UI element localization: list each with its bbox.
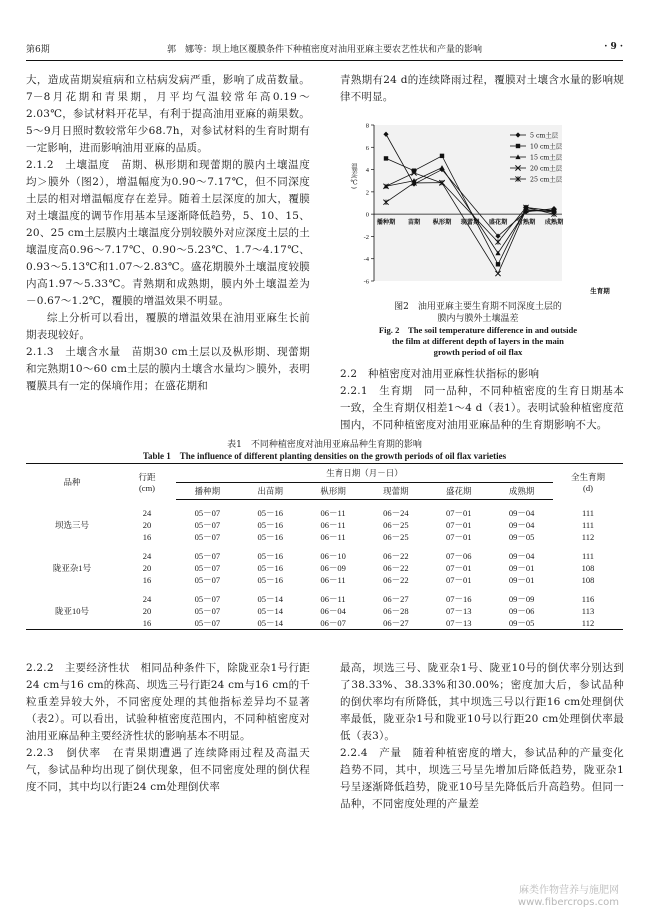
table-spacer-row xyxy=(26,500,623,508)
table-row xyxy=(26,562,623,574)
issue-number: 第6期 xyxy=(26,45,50,55)
cell-total: 112 xyxy=(581,532,595,542)
cell-variety xyxy=(26,574,118,586)
cell-spacing: 20 xyxy=(142,563,152,573)
table-row xyxy=(26,574,623,586)
cell-date: 05－07 xyxy=(194,508,221,518)
cell-total: 111 xyxy=(581,508,595,518)
legend-label: 15 cm土层 xyxy=(530,154,563,162)
cell-date: 07－01 xyxy=(445,508,472,518)
figure-caption-cn-line2: 膜内与膜外土壤温差 xyxy=(437,314,519,324)
cell-variety xyxy=(26,531,118,543)
paragraph: 2.1.3 土壤含水量 苗期30 cm土层以及枞形期、现蕾期和完熟期10～60 cm土层的膜内土壤含水量均＞膜外，表明覆膜具有一定的保墒作用；在盛花期和 xyxy=(26,346,310,392)
cell-variety: 陇亚杂1号 xyxy=(52,563,92,573)
cell-total: 108 xyxy=(581,563,595,573)
th-stage: 盛花期 xyxy=(427,483,490,500)
cell-spacing: 24 xyxy=(142,551,152,561)
table-spacer-cell xyxy=(26,543,623,550)
cell-date: 05－14 xyxy=(257,594,283,604)
legend-label: 20 cm土层 xyxy=(530,165,563,173)
y-tick-label: 8 xyxy=(365,122,369,130)
cell-date: 05－07 xyxy=(194,520,221,530)
cell-date: 06－11 xyxy=(320,594,346,604)
cell-spacing: 16 xyxy=(142,532,152,542)
cell-total: 111 xyxy=(581,551,595,561)
cell-variety xyxy=(26,550,118,562)
paragraph: 2.2.2 主要经济性状 相同品种条件下，除陇亚杂1号行距24 cm与16 cm的株高、坝选三号行距24 cm与16 cm的千粒重差异较大外，不同密度处理的其他指标差异均不显著（表2）。可以看出，试验种植密度范围内，不同种植密度对油用亚麻品种主要经济性状的影响基本不明显。 xyxy=(26,662,310,742)
legend-marker xyxy=(516,144,520,148)
y-tick-label: 0 xyxy=(365,211,369,219)
table-row xyxy=(26,519,623,531)
cell-date: 05－16 xyxy=(257,508,283,518)
cell-date: 05－07 xyxy=(194,563,221,573)
header-rule xyxy=(26,60,623,61)
cell-total: 111 xyxy=(581,520,595,530)
cell-date: 06－04 xyxy=(320,606,346,616)
paragraph: 2.2.3 倒伏率 在青果期遭遇了连续降雨过程及高温天气，参试品种均出现了倒伏现象，但不同密度处理的倒伏程度不同，其中均以行距24 cm处理倒伏率 xyxy=(26,747,310,793)
cell-date: 06－22 xyxy=(383,563,409,573)
th-row-spacing-l2: (cm) xyxy=(138,482,156,493)
th-total-days xyxy=(553,464,623,500)
cell-date: 06－11 xyxy=(320,508,346,518)
x-axis-label: 生育期 xyxy=(590,287,610,295)
figure-2-chart xyxy=(340,117,616,297)
paragraph: 综上分析可以看出，覆膜的增温效果在油用亚麻生长前期表现较好。 xyxy=(26,312,310,341)
cell-spacing: 20 xyxy=(142,606,152,616)
legend-label: 25 cm土层 xyxy=(530,176,563,184)
cell-date: 05－16 xyxy=(257,520,283,530)
cell-date: 06－24 xyxy=(383,508,409,518)
cell-date: 06－28 xyxy=(383,606,409,616)
table-row xyxy=(26,507,623,519)
cell-date: 09－04 xyxy=(508,551,535,561)
legend-label: 5 cm土层 xyxy=(530,132,559,140)
data-point xyxy=(496,262,500,266)
cell-total: 116 xyxy=(581,594,595,604)
th-stage: 出苗期 xyxy=(239,483,302,500)
cell-date: 05－16 xyxy=(257,551,283,561)
figure-caption-en-line2: the film at different depth of layers in the main xyxy=(392,336,564,346)
cell-date: 05－16 xyxy=(257,563,283,573)
th-row-spacing xyxy=(118,464,176,500)
cell-spacing: 16 xyxy=(142,575,152,585)
cell-date: 06－10 xyxy=(320,551,346,561)
cell-spacing: 24 xyxy=(142,594,152,604)
y-tick-label: 4 xyxy=(365,167,369,175)
left-column xyxy=(26,72,310,395)
cell-date: 06－09 xyxy=(320,563,346,573)
th-growth-date-group: 生育日期（月－日） xyxy=(176,464,553,483)
y-tick-label: 6 xyxy=(365,144,369,152)
cell-total: 112 xyxy=(553,617,623,630)
cell-date: 06－07 xyxy=(302,617,365,630)
cell-total: 113 xyxy=(581,606,595,616)
table-row xyxy=(26,617,623,630)
paragraph: 2.1.2 土壤温度 苗期、枞形期和现蕾期的膜内土壤温度均＞膜外（图2），增温幅度为0.90～7.17℃，但不同深度土层的相对增温幅度存在差异。随着土层深度的加大，覆膜对土壤温度的调节作用基本呈逐渐降低趋势，5、10、15、20、25 cm土层膜内土壤温度分别较膜外对应深度土层的土壤温度高0.96～7.17℃、0.90～5.23℃、1.7～4.17℃、0.93～5.13℃和1.07～2.83℃。盛花期膜外土壤温度较膜内高1.97～5.33℃。青熟期和成熟期，膜内外土壤温差为－0.67～1.2℃，覆膜的增温效果不明显。 xyxy=(26,159,310,307)
cell-date: 07－13 xyxy=(445,606,472,616)
table-caption-en: Table 1 The influence of different planting densities on the growth periods of oil flax varieties xyxy=(142,451,507,461)
x-tick-label: 播种期 xyxy=(376,219,396,227)
cell-date: 05－07 xyxy=(176,617,239,630)
table-spacer-cell xyxy=(26,500,623,508)
cell-date: 05－16 xyxy=(257,575,283,585)
table-row xyxy=(26,531,623,543)
cell-variety xyxy=(26,507,118,519)
cell-date: 06－11 xyxy=(320,532,346,542)
x-tick-label: 青熟期 xyxy=(516,219,536,227)
y-tick-label: -6 xyxy=(363,278,369,286)
cell-date: 09－05 xyxy=(490,617,553,630)
figure-caption-en-line1: Fig. 2 The soil temperature difference in and outside xyxy=(378,325,578,335)
cell-date: 05－14 xyxy=(257,606,283,616)
table-spacer-cell xyxy=(26,586,623,593)
table-row xyxy=(26,593,623,605)
figure-caption-cn-line1: 图2 油用亚麻主要生育期不同深度土层的 xyxy=(394,302,562,312)
cell-date: 09－04 xyxy=(508,520,535,530)
y-tick-label: -4 xyxy=(363,256,369,264)
cell-date: 06－11 xyxy=(320,520,346,530)
table-1 xyxy=(26,463,623,630)
paragraph: 大，造成苗期炭疽病和立枯病发病严重，影响了成苗数量。7－8月花期和青果期，月平均气温较常年高0.19～2.03℃，参试材料开花早，有利于提高油用亚麻的蒴果数。5～9月日照时数较常年少68.7h，对参试材料的生育时期有一定影响，进而影响油用亚麻的品质。 xyxy=(26,74,310,154)
th-variety: 品种 xyxy=(26,464,118,500)
watermark xyxy=(518,885,619,909)
cell-date: 06－25 xyxy=(383,520,409,530)
cell-date: 09－01 xyxy=(508,575,535,585)
paragraph: 青熟期有24 d的连续降雨过程，覆膜对土壤含水量的影响规律不明显。 xyxy=(340,74,624,103)
right-column-top xyxy=(340,72,624,106)
cell-date: 05－16 xyxy=(257,532,283,542)
cell-date: 06－25 xyxy=(383,532,409,542)
th-stage: 播种期 xyxy=(176,483,239,500)
cell-date: 07－01 xyxy=(445,532,472,542)
cell-date: 09－09 xyxy=(508,594,535,604)
legend-label: 10 cm土层 xyxy=(530,143,563,151)
watermark-line1: 麻类作物营养与施肥网 xyxy=(519,885,619,896)
cell-date: 06－27 xyxy=(364,617,427,630)
cell-spacing: 24 xyxy=(142,508,152,518)
paragraph: 最高，坝选三号、陇亚杂1号、陇亚10号的倒伏率分别达到了38.33%、38.33%和30.00%；密度加大后，参试品种的倒伏率均有所降低，其中坝选三号以行距16 cm处理倒伏率最低，陇亚杂1号和陇亚10号以行距20 cm处理倒伏率最低（表3）。 xyxy=(340,662,624,742)
x-tick-label: 枞形期 xyxy=(432,219,452,227)
data-point xyxy=(440,154,444,158)
cell-date: 09－04 xyxy=(508,508,535,518)
cell-date: 06－22 xyxy=(383,551,409,561)
cell-date: 09－05 xyxy=(508,532,535,542)
th-total-days-l1: 全生育期 xyxy=(570,471,605,482)
cell-date: 06－22 xyxy=(383,575,409,585)
figure-caption-en xyxy=(340,325,616,358)
paragraph: 2.2.4 产量 随着种植密度的增大，参试品种的产量变化趋势不同，其中，坝选三号呈先增加后降低趋势，陇亚杂1号呈逐渐降低趋势，陇亚10号呈先降低后升高趋势。但同一品种，不同密度处理的产量差 xyxy=(340,747,624,810)
x-tick-label: 成熟期 xyxy=(544,219,564,227)
cell-date: 05－07 xyxy=(194,606,221,616)
th-stage: 现蕾期 xyxy=(364,483,427,500)
right-column-mid xyxy=(340,366,624,434)
y-tick-label: 2 xyxy=(365,189,369,197)
cell-date: 06－27 xyxy=(383,594,409,604)
cell-date: 07－06 xyxy=(445,551,472,561)
running-title: 郭 娜等：坝上地区覆膜条件下种植密度对油用亚麻主要农艺性状和产量的影响 xyxy=(166,45,482,55)
cell-date: 05－07 xyxy=(194,594,221,604)
cell-variety: 坝选三号 xyxy=(54,520,89,530)
figure-caption-en-line3: growth period of oil flax xyxy=(433,347,523,357)
bottom-right-column xyxy=(340,660,624,813)
x-tick-label: 苗期 xyxy=(407,219,421,227)
cell-date: 05－14 xyxy=(239,617,302,630)
x-tick-label: 现蕾期 xyxy=(460,219,480,227)
th-row-spacing-l1: 行距 xyxy=(138,471,156,482)
table-spacer-row xyxy=(26,543,623,550)
running-header xyxy=(26,42,623,58)
data-point xyxy=(384,156,388,160)
cell-variety xyxy=(26,593,118,605)
table-row xyxy=(26,550,623,562)
cell-date: 07－01 xyxy=(445,520,472,530)
cell-spacing: 16 xyxy=(118,617,176,630)
cell-variety xyxy=(26,617,118,630)
figure-caption-cn xyxy=(340,301,616,325)
table-spacer-row xyxy=(26,586,623,593)
page-number: · 9 · xyxy=(604,42,623,52)
cell-date: 07－01 xyxy=(445,575,472,585)
cell-date: 05－07 xyxy=(194,575,221,585)
cell-date: 05－07 xyxy=(194,551,221,561)
table-caption-cn: 表1 不同种植密度对油用亚麻品种生育期的影响 xyxy=(227,440,422,450)
th-total-days-l2: (d) xyxy=(583,482,593,493)
th-stage: 枞形期 xyxy=(302,483,365,500)
watermark-line2: www.fibercrops.com xyxy=(517,897,619,908)
bottom-left-column xyxy=(26,660,310,796)
cell-date: 09－01 xyxy=(508,563,535,573)
cell-date: 09－06 xyxy=(508,606,535,616)
cell-variety: 陇亚10号 xyxy=(54,606,89,616)
paragraph: 2.2 种植密度对油用亚麻性状指标的影响 xyxy=(340,368,540,380)
cell-date: 06－11 xyxy=(320,575,346,585)
th-stage: 成熟期 xyxy=(490,483,553,500)
cell-date: 05－07 xyxy=(194,532,221,542)
cell-spacing: 20 xyxy=(142,520,152,530)
y-tick-label: -2 xyxy=(363,233,369,241)
x-tick-label: 盛花期 xyxy=(488,219,508,227)
paragraph: 2.2.1 生育期 同一品种，不同种植密度的生育日期基本一致，全生育期仅相差1～4 d（表1）。表明试验种植密度范围内，不同种植密度对油用亚麻品种的生育期影响不大。 xyxy=(340,385,624,431)
cell-date: 07－13 xyxy=(427,617,490,630)
cell-date: 07－01 xyxy=(445,563,472,573)
y-axis-label: 温差(℃) xyxy=(350,163,358,190)
cell-total: 108 xyxy=(581,575,595,585)
table-row xyxy=(26,605,623,617)
cell-date: 07－16 xyxy=(445,594,472,604)
table-body xyxy=(26,500,623,630)
